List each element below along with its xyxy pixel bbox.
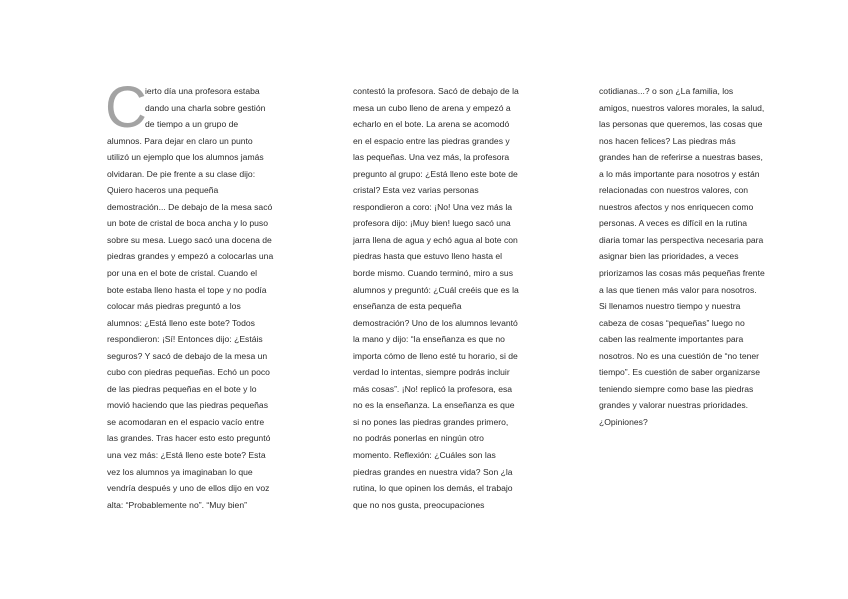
text-line: piedras grandes en nuestra vida? Son ¿la bbox=[353, 466, 513, 477]
text-line: caben las realmente importantes para bbox=[599, 334, 744, 345]
text-line: alta: “Probablemente no”. “Muy bien” bbox=[107, 499, 247, 510]
text-line: más cosas”. ¡No! replicó la profesora, esa bbox=[353, 383, 513, 394]
text-line: de tiempo a un grupo de bbox=[145, 119, 239, 130]
text-line: bote estaba lleno hasta el tope y no podía bbox=[107, 284, 267, 295]
text-line: asignar bien las prioridades, a veces bbox=[599, 251, 739, 262]
text-line: borde mismo. Cuando terminó, miro a sus bbox=[353, 268, 514, 279]
text-line: las grandes. Tras hacer esto esto preguntó bbox=[107, 433, 271, 444]
text-line: enseñanza de esta pequeña bbox=[353, 301, 462, 312]
text-line: rutina, lo que opinen los demás, el trabajo bbox=[353, 483, 513, 494]
text-line: cristal? Esta vez varias personas bbox=[353, 185, 479, 196]
text-line: piedras grandes y empezó a colocarlas una bbox=[107, 251, 274, 262]
text-line: las pequeñas. Una vez más, la profesora bbox=[353, 152, 510, 163]
text-line: no es la enseñanza. La enseñanza es que bbox=[353, 400, 515, 411]
text-line: jarra llena de agua y echó agua al bote con bbox=[353, 234, 518, 245]
text-line: grandes y valorar nuestras prioridades. bbox=[599, 400, 749, 411]
text-line: cotidianas...? o son ¿La familia, los bbox=[599, 86, 734, 96]
text-line: por una en el bote de cristal. Cuando el bbox=[107, 268, 258, 279]
text-line: mesa un cubo lleno de arena y empezó a bbox=[353, 102, 511, 113]
text-line: amigos, nuestros valores morales, la salud, bbox=[599, 102, 765, 113]
text-line: grandes han de referirse a nuestras bases, bbox=[599, 152, 763, 163]
text-line: importa cómo de lleno esté tu horario, si de bbox=[353, 350, 518, 361]
text-line: la mano y dijo: “la enseñanza es que no bbox=[353, 334, 505, 345]
text-line: momento. Reflexión: ¿Cuáles son las bbox=[353, 450, 496, 461]
text-line: si no pones las piedras grandes primero, bbox=[353, 416, 509, 427]
text-line: cubo con piedras pequeñas. Echó un poco bbox=[107, 367, 270, 378]
drop-cap: C bbox=[105, 75, 147, 140]
text-line: vez los alumnos ya imaginaban lo que bbox=[107, 466, 253, 477]
text-line: tiempo”. Es cuestión de saber organizarse bbox=[599, 367, 760, 378]
text-line: echarlo en el bote. La arena se acomodó bbox=[353, 119, 510, 130]
text-line: diaria tomar las perspectiva necesaria para bbox=[599, 234, 764, 245]
text-line: a las que tienen más valor para nosotros. bbox=[599, 284, 757, 295]
text-line: piedras hasta que estuvo lleno hasta el bbox=[353, 251, 503, 262]
text-line: no podrás ponerlas en ningún otro bbox=[353, 433, 484, 444]
text-line: priorizamos las cosas más pequeñas frente bbox=[599, 268, 765, 279]
text-line: alumnos. Para dejar en claro un punto bbox=[107, 135, 253, 146]
text-line: nos hacen felices? Las piedras más bbox=[599, 135, 736, 146]
text-line: respondieron: ¡Sí! Entonces dijo: ¿Estáis bbox=[107, 334, 263, 345]
text-line: profesora dijo: ¡Muy bien! luego sacó una bbox=[353, 218, 511, 229]
text-line: verdad lo intentas, siempre podrás incluir bbox=[353, 367, 510, 378]
text-line: nosotros. No es una cuestión de “no tener bbox=[599, 350, 760, 361]
text-line: a lo más importante para nosotros y están bbox=[599, 168, 760, 179]
text-line: teniendo siempre como base las piedras bbox=[599, 383, 754, 394]
text-line: un bote de cristal de boca ancha y lo puso bbox=[107, 218, 269, 229]
text-line: nuestros afectos y nos enriquecen como bbox=[599, 201, 754, 212]
text-line: pregunto al grupo: ¿Está lleno este bote de bbox=[353, 168, 518, 179]
text-line: seguros? Y sacó de debajo de la mesa un bbox=[107, 350, 268, 361]
text-line: movió haciendo que las piedras pequeñas bbox=[107, 400, 269, 411]
text-line: contestó la profesora. Sacó de debajo de la bbox=[353, 86, 519, 96]
text-line: de las piedras pequeñas en el bote y lo bbox=[107, 383, 257, 394]
text-line: que no nos gusta, preocupaciones bbox=[353, 499, 485, 510]
text-line: colocar más piedras preguntó a los bbox=[107, 301, 241, 312]
text-line: personas. A veces es difícil en la rutina bbox=[599, 218, 748, 229]
text-line: utilizó un ejemplo que los alumnos jamás bbox=[107, 152, 264, 163]
text-line: las personas que queremos, las cosas que bbox=[599, 119, 763, 130]
text-column-2 bbox=[353, 83, 538, 513]
text-line: Si llenamos nuestro tiempo y nuestra bbox=[599, 301, 741, 312]
text-line: vendría después y uno de ellos dijo en voz bbox=[107, 483, 270, 494]
text-line: Quiero haceros una pequeña bbox=[107, 185, 219, 196]
text-line: ¿Opiniones? bbox=[599, 416, 648, 427]
text-line: sobre su mesa. Luego sacó una docena de bbox=[107, 234, 272, 245]
text-line: alumnos y preguntó: ¿Cuál creéis que es la bbox=[353, 284, 519, 295]
text-line: demostración... De debajo de la mesa sacó bbox=[107, 201, 273, 212]
text-line: en el espacio entre las piedras grandes y bbox=[353, 135, 510, 146]
text-line: cabeza de cosas “pequeñas” luego no bbox=[599, 317, 745, 328]
text-column-1 bbox=[107, 83, 292, 513]
text-line: ierto día una profesora estaba bbox=[145, 86, 260, 96]
text-column-3 bbox=[599, 83, 784, 430]
text-line: alumnos: ¿Está lleno este bote? Todos bbox=[107, 317, 255, 328]
text-line: demostración? Uno de los alumnos levantó bbox=[353, 317, 518, 328]
text-line: se acomodaran en el espacio vacío entre bbox=[107, 416, 265, 427]
text-line: olvidaran. De pie frente a su clase dijo: bbox=[107, 168, 256, 179]
text-line: dando una charla sobre gestión bbox=[145, 102, 266, 113]
text-line: respondieron a coro: ¡No! Una vez más la bbox=[353, 201, 513, 212]
text-line: relacionadas con nuestros valores, con bbox=[599, 185, 749, 196]
text-line: una vez más: ¿Está lleno este bote? Esta bbox=[107, 450, 266, 461]
